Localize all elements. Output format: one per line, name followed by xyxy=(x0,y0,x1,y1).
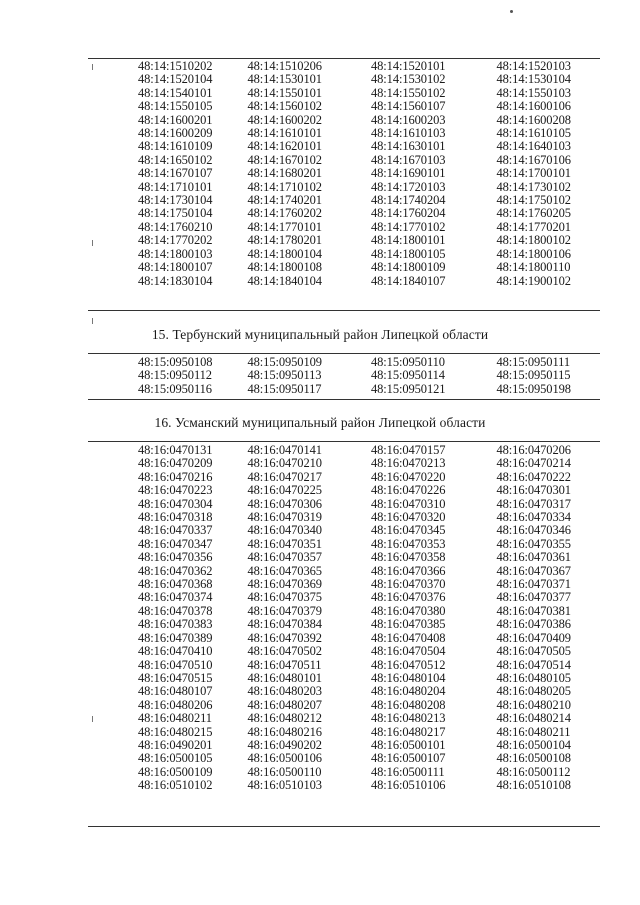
cadastral-number: 48:14:1650102 xyxy=(138,152,213,167)
cadastral-number: 48:16:0470304 xyxy=(138,496,213,511)
cadastral-number: 48:15:0950115 xyxy=(496,368,571,383)
table-row xyxy=(90,551,600,564)
table-row xyxy=(90,87,600,100)
cadastral-number: 48:14:1780201 xyxy=(247,233,322,248)
cadastral-number: 48:16:0470369 xyxy=(247,577,322,592)
table-row xyxy=(90,632,600,645)
table-row xyxy=(90,221,600,234)
cadastral-number: 48:14:1600203 xyxy=(371,112,446,127)
table-row xyxy=(90,100,600,113)
table-row xyxy=(90,167,600,180)
cadastral-number: 48:16:0470355 xyxy=(496,536,571,551)
cadastral-number: 48:14:1610101 xyxy=(247,126,322,141)
cadastral-number: 48:16:0500104 xyxy=(496,737,571,752)
table-row xyxy=(90,194,600,207)
scan-speck xyxy=(510,10,513,13)
cadastral-number: 48:14:1800106 xyxy=(496,246,571,261)
cadastral-number: 48:16:0470379 xyxy=(247,603,322,618)
table-row xyxy=(90,524,600,537)
cadastral-number: 48:16:0470310 xyxy=(371,496,446,511)
cadastral-table-15 xyxy=(90,356,600,396)
cadastral-number: 48:16:0470378 xyxy=(138,603,213,618)
cadastral-number: 48:14:1530101 xyxy=(247,72,322,87)
cadastral-number: 48:16:0470319 xyxy=(247,510,322,525)
cadastral-number: 48:16:0470361 xyxy=(496,550,571,565)
cadastral-number: 48:16:0510103 xyxy=(247,778,322,793)
cadastral-number: 48:14:1520104 xyxy=(138,72,213,87)
cadastral-number: 48:16:0510102 xyxy=(138,778,213,793)
cadastral-number: 48:14:1670102 xyxy=(247,152,322,167)
cadastral-number: 48:16:0470362 xyxy=(138,563,213,578)
table-row xyxy=(90,511,600,524)
cadastral-number: 48:14:1840104 xyxy=(247,273,322,288)
cadastral-number: 48:14:1750104 xyxy=(138,206,213,221)
table-row xyxy=(90,234,600,247)
cadastral-number: 48:16:0480211 xyxy=(138,711,212,726)
cadastral-number: 48:16:0490201 xyxy=(138,737,213,752)
cadastral-number: 48:16:0470410 xyxy=(138,644,213,659)
table-row xyxy=(90,444,600,457)
cadastral-number: 48:16:0470346 xyxy=(496,523,571,538)
table-row xyxy=(90,383,600,396)
table-row xyxy=(90,154,600,167)
cadastral-number: 48:16:0500110 xyxy=(247,764,322,779)
cadastral-number: 48:14:1800107 xyxy=(138,260,213,275)
cadastral-number: 48:14:1600202 xyxy=(247,112,322,127)
cadastral-number: 48:14:1770202 xyxy=(138,233,213,248)
cadastral-number: 48:16:0470337 xyxy=(138,523,213,538)
table-row xyxy=(90,207,600,220)
cadastral-number: 48:16:0480213 xyxy=(371,711,446,726)
section-heading-15: 15. Тербунский муниципальный район Липецкой области xyxy=(151,327,489,342)
table-row xyxy=(90,672,600,685)
cadastral-number: 48:16:0470512 xyxy=(371,657,446,672)
cadastral-number: 48:14:1800105 xyxy=(371,246,446,261)
cadastral-number: 48:15:0950109 xyxy=(247,355,322,369)
cadastral-number: 48:14:1610103 xyxy=(371,126,446,141)
cadastral-number: 48:14:1690101 xyxy=(371,166,446,181)
cadastral-number: 48:16:0480105 xyxy=(496,670,571,685)
cadastral-number: 48:14:1760205 xyxy=(496,206,571,221)
cadastral-number: 48:16:0470317 xyxy=(496,496,571,511)
table-row xyxy=(90,457,600,470)
cadastral-number: 48:14:1900102 xyxy=(496,273,571,288)
cadastral-number: 48:14:1840107 xyxy=(371,273,446,288)
cadastral-number: 48:14:1800104 xyxy=(247,246,322,261)
cadastral-number: 48:16:0480212 xyxy=(247,711,322,726)
cadastral-number: 48:16:0470376 xyxy=(371,590,446,605)
cadastral-number: 48:14:1800102 xyxy=(496,233,571,248)
table-bottom-rule xyxy=(88,826,600,827)
cadastral-number: 48:14:1550103 xyxy=(496,85,571,100)
cadastral-number: 48:16:0470370 xyxy=(371,577,446,592)
cadastral-number: 48:16:0470214 xyxy=(496,456,571,471)
cadastral-number: 48:16:0470210 xyxy=(247,456,322,471)
cadastral-number: 48:16:0470374 xyxy=(138,590,213,605)
cadastral-number: 48:16:0470504 xyxy=(371,644,446,659)
cadastral-number: 48:14:1540101 xyxy=(138,85,213,100)
cadastral-number: 48:14:1670107 xyxy=(138,166,213,181)
cadastral-number: 48:14:1600106 xyxy=(496,99,571,114)
cadastral-number: 48:14:1750102 xyxy=(496,193,571,208)
cadastral-number: 48:16:0470213 xyxy=(371,456,446,471)
cadastral-number: 48:16:0480210 xyxy=(496,697,571,712)
cadastral-number: 48:15:0950198 xyxy=(496,381,571,396)
cadastral-number: 48:16:0470225 xyxy=(247,483,322,498)
cadastral-number: 48:15:0950108 xyxy=(138,355,213,369)
cadastral-number: 48:16:0470368 xyxy=(138,577,213,592)
cadastral-number: 48:16:0480207 xyxy=(247,697,322,712)
cadastral-number: 48:14:1520101 xyxy=(371,59,446,73)
table-row xyxy=(90,60,600,73)
cadastral-number: 48:15:0950121 xyxy=(371,381,446,396)
cadastral-number: 48:16:0470371 xyxy=(496,577,571,592)
margin-mark xyxy=(92,318,93,324)
cadastral-number: 48:16:0470157 xyxy=(371,443,446,457)
table-body xyxy=(90,60,600,288)
cadastral-number: 48:16:0470502 xyxy=(247,644,322,659)
cadastral-number: 48:16:0480203 xyxy=(247,684,322,699)
table-row xyxy=(90,752,600,765)
cadastral-number: 48:16:0470318 xyxy=(138,510,213,525)
table-row xyxy=(90,275,600,288)
cadastral-number: 48:16:0470386 xyxy=(496,617,571,632)
cadastral-number: 48:16:0500108 xyxy=(496,751,571,766)
cadastral-number: 48:15:0950117 xyxy=(247,381,322,396)
cadastral-number: 48:14:1760204 xyxy=(371,206,446,221)
cadastral-number: 48:16:0470392 xyxy=(247,630,322,645)
cadastral-number: 48:14:1520103 xyxy=(496,59,571,73)
cadastral-number: 48:16:0510108 xyxy=(496,778,571,793)
cadastral-number: 48:16:0470131 xyxy=(138,443,213,457)
cadastral-number: 48:14:1700101 xyxy=(496,166,571,181)
cadastral-number: 48:14:1530104 xyxy=(496,72,571,87)
cadastral-number: 48:16:0470515 xyxy=(138,670,213,685)
cadastral-number: 48:14:1670106 xyxy=(496,152,571,167)
cadastral-number: 48:16:0480217 xyxy=(371,724,446,739)
cadastral-number: 48:14:1680201 xyxy=(247,166,322,181)
cadastral-number: 48:16:0470220 xyxy=(371,469,446,484)
cadastral-number: 48:16:0470222 xyxy=(496,469,571,484)
cadastral-number: 48:14:1550105 xyxy=(138,99,213,114)
cadastral-number: 48:16:0510106 xyxy=(371,778,446,793)
cadastral-number: 48:16:0480204 xyxy=(371,684,446,699)
cadastral-number: 48:14:1800108 xyxy=(247,260,322,275)
table-row xyxy=(90,712,600,725)
cadastral-number: 48:14:1550102 xyxy=(371,85,446,100)
cadastral-number: 48:16:0470380 xyxy=(371,603,446,618)
cadastral-number: 48:14:1710102 xyxy=(247,179,322,194)
cadastral-number: 48:16:0470408 xyxy=(371,630,446,645)
table-row xyxy=(90,73,600,86)
cadastral-number: 48:15:0950110 xyxy=(371,355,445,369)
cadastral-number: 48:14:1770102 xyxy=(371,219,446,234)
table-row xyxy=(90,779,600,792)
cadastral-number: 48:14:1720103 xyxy=(371,179,446,194)
cadastral-number: 48:16:0480214 xyxy=(496,711,571,726)
cadastral-number: 48:14:1670103 xyxy=(371,152,446,167)
cadastral-number: 48:16:0480107 xyxy=(138,684,213,699)
cadastral-number: 48:14:1560107 xyxy=(371,99,446,114)
cadastral-number: 48:14:1530102 xyxy=(371,72,446,87)
cadastral-number: 48:16:0470377 xyxy=(496,590,571,605)
table-row xyxy=(90,645,600,658)
cadastral-number: 48:16:0480104 xyxy=(371,670,446,685)
cadastral-number: 48:16:0500101 xyxy=(371,737,446,752)
cadastral-number: 48:16:0470351 xyxy=(247,536,322,551)
cadastral-number: 48:16:0470367 xyxy=(496,563,571,578)
cadastral-number: 48:16:0470217 xyxy=(247,469,322,484)
cadastral-number: 48:16:0470365 xyxy=(247,563,322,578)
table-row xyxy=(90,140,600,153)
cadastral-number: 48:16:0500111 xyxy=(371,764,445,779)
cadastral-number: 48:14:1600201 xyxy=(138,112,213,127)
cadastral-number: 48:14:1740204 xyxy=(371,193,446,208)
cadastral-table-16 xyxy=(90,444,600,793)
cadastral-number: 48:16:0470345 xyxy=(371,523,446,538)
table-top-rule xyxy=(88,353,600,354)
table-row xyxy=(90,498,600,511)
cadastral-number: 48:16:0470356 xyxy=(138,550,213,565)
cadastral-number: 48:16:0470320 xyxy=(371,510,446,525)
cadastral-number: 48:16:0470347 xyxy=(138,536,213,551)
cadastral-number: 48:16:0480205 xyxy=(496,684,571,699)
cadastral-number: 48:16:0470141 xyxy=(247,443,322,457)
table-row xyxy=(90,739,600,752)
table-row xyxy=(90,766,600,779)
cadastral-number: 48:14:1770101 xyxy=(247,219,322,234)
cadastral-number: 48:14:1730102 xyxy=(496,179,571,194)
cadastral-number: 48:16:0480101 xyxy=(247,670,322,685)
cadastral-number: 48:14:1730104 xyxy=(138,193,213,208)
cadastral-number: 48:16:0480215 xyxy=(138,724,213,739)
section-heading-16: 16. Усманский муниципальный район Липецкой области xyxy=(154,415,486,430)
table-body xyxy=(90,444,600,793)
cadastral-number: 48:14:1640103 xyxy=(496,139,571,154)
cadastral-number: 48:14:1800103 xyxy=(138,246,213,261)
cadastral-number: 48:14:1740201 xyxy=(247,193,322,208)
cadastral-number: 48:16:0500112 xyxy=(496,764,571,779)
cadastral-number: 48:15:0950116 xyxy=(138,381,212,396)
cadastral-number: 48:14:1610105 xyxy=(496,126,571,141)
cadastral-number: 48:14:1620101 xyxy=(247,139,322,154)
cadastral-number: 48:16:0470366 xyxy=(371,563,446,578)
cadastral-number: 48:16:0470357 xyxy=(247,550,322,565)
table-row xyxy=(90,248,600,261)
cadastral-number: 48:14:1800101 xyxy=(371,233,446,248)
cadastral-number: 48:16:0470511 xyxy=(247,657,322,672)
table-row xyxy=(90,565,600,578)
table-bottom-rule xyxy=(88,310,600,311)
table-row xyxy=(90,356,600,369)
cadastral-number: 48:14:1510202 xyxy=(138,59,213,73)
cadastral-number: 48:16:0470375 xyxy=(247,590,322,605)
cadastral-number: 48:16:0470384 xyxy=(247,617,322,632)
table-row xyxy=(90,578,600,591)
cadastral-number: 48:16:0470306 xyxy=(247,496,322,511)
cadastral-number: 48:14:1610109 xyxy=(138,139,213,154)
cadastral-number: 48:16:0470385 xyxy=(371,617,446,632)
cadastral-number: 48:16:0500106 xyxy=(247,751,322,766)
table-top-rule xyxy=(88,441,600,442)
cadastral-number: 48:14:1800110 xyxy=(496,260,571,275)
cadastral-number: 48:16:0480208 xyxy=(371,697,446,712)
cadastral-number: 48:16:0490202 xyxy=(247,737,322,752)
table-row xyxy=(90,538,600,551)
table-row xyxy=(90,181,600,194)
cadastral-number: 48:16:0470510 xyxy=(138,657,213,672)
table-row xyxy=(90,699,600,712)
cadastral-number: 48:14:1600209 xyxy=(138,126,213,141)
cadastral-number: 48:14:1550101 xyxy=(247,85,322,100)
cadastral-number: 48:14:1800109 xyxy=(371,260,446,275)
cadastral-number: 48:16:0470409 xyxy=(496,630,571,645)
cadastral-number: 48:16:0470226 xyxy=(371,483,446,498)
cadastral-number: 48:14:1710101 xyxy=(138,179,213,194)
cadastral-number: 48:16:0470389 xyxy=(138,630,213,645)
cadastral-number: 48:14:1510206 xyxy=(247,59,322,73)
cadastral-number: 48:16:0470223 xyxy=(138,483,213,498)
table-row xyxy=(90,591,600,604)
table-row xyxy=(90,605,600,618)
cadastral-number: 48:16:0470216 xyxy=(138,469,213,484)
cadastral-number: 48:14:1760210 xyxy=(138,219,213,234)
cadastral-number: 48:16:0470383 xyxy=(138,617,213,632)
table-row xyxy=(90,685,600,698)
cadastral-number: 48:15:0950114 xyxy=(371,368,445,383)
cadastral-number: 48:14:1760202 xyxy=(247,206,322,221)
cadastral-number: 48:14:1830104 xyxy=(138,273,213,288)
table-row xyxy=(90,127,600,140)
cadastral-number: 48:15:0950111 xyxy=(496,355,570,369)
table-bottom-rule xyxy=(88,399,600,400)
table-row xyxy=(90,726,600,739)
cadastral-number: 48:16:0470381 xyxy=(496,603,571,618)
cadastral-number: 48:16:0500107 xyxy=(371,751,446,766)
cadastral-number: 48:16:0470209 xyxy=(138,456,213,471)
table-row xyxy=(90,659,600,672)
cadastral-number: 48:16:0500105 xyxy=(138,751,213,766)
cadastral-number: 48:16:0470206 xyxy=(496,443,571,457)
cadastral-number: 48:16:0470358 xyxy=(371,550,446,565)
table-row xyxy=(90,261,600,274)
table-row xyxy=(90,369,600,382)
cadastral-number: 48:15:0950113 xyxy=(247,368,322,383)
table-row xyxy=(90,471,600,484)
cadastral-table-14 xyxy=(90,60,600,288)
cadastral-number: 48:16:0470340 xyxy=(247,523,322,538)
cadastral-number: 48:16:0480206 xyxy=(138,697,213,712)
cadastral-number: 48:14:1630101 xyxy=(371,139,446,154)
cadastral-number: 48:16:0470505 xyxy=(496,644,571,659)
cadastral-number: 48:16:0470353 xyxy=(371,536,446,551)
table-body xyxy=(90,356,600,396)
cadastral-number: 48:16:0470514 xyxy=(496,657,571,672)
table-row xyxy=(90,114,600,127)
table-row xyxy=(90,484,600,497)
cadastral-number: 48:14:1600208 xyxy=(496,112,571,127)
cadastral-number: 48:14:1560102 xyxy=(247,99,322,114)
cadastral-number: 48:16:0480211 xyxy=(496,724,571,739)
cadastral-number: 48:14:1770201 xyxy=(496,219,571,234)
cadastral-number: 48:16:0470334 xyxy=(496,510,571,525)
cadastral-number: 48:15:0950112 xyxy=(138,368,212,383)
cadastral-number: 48:16:0470301 xyxy=(496,483,571,498)
cadastral-number: 48:16:0500109 xyxy=(138,764,213,779)
cadastral-number: 48:16:0480216 xyxy=(247,724,322,739)
table-row xyxy=(90,618,600,631)
